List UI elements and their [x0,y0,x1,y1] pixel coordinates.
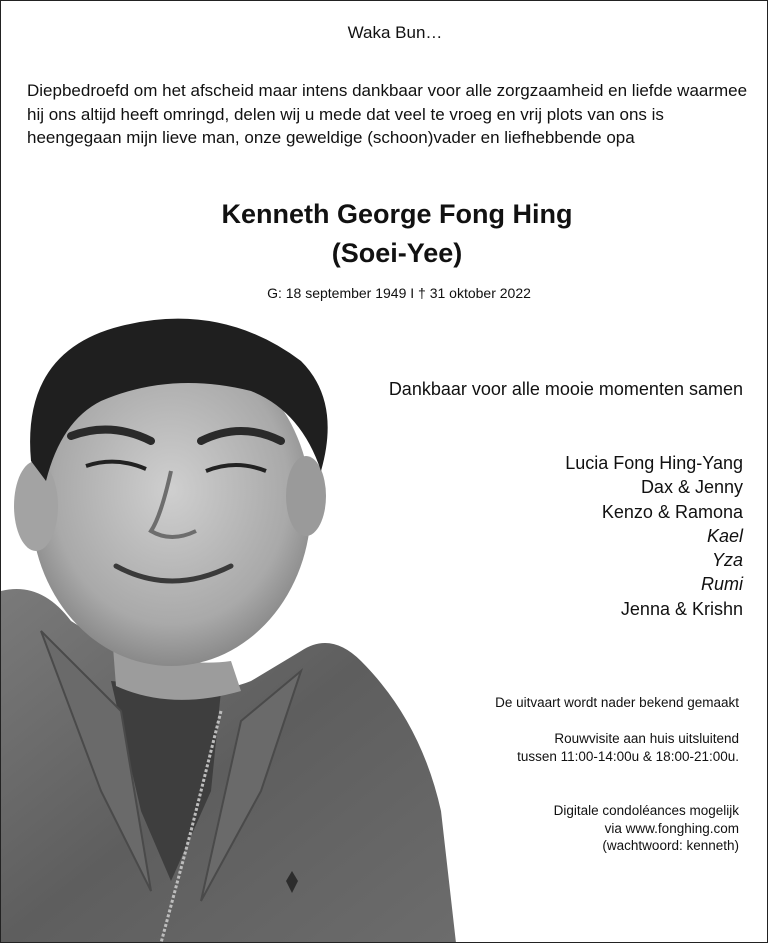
visit-info [517,730,739,765]
deceased-name: Kenneth George Fong Hing [221,199,573,229]
family-list [565,451,743,621]
family-member: Rumi [700,574,743,595]
family-member: Yza [711,550,743,571]
condolence-line-3: (wachtwoord: kenneth) [602,838,739,853]
family-member: Dax & Jenny [640,477,743,498]
family-member: Kael [706,525,743,546]
family-member: Lucia Fong Hing-Yang [565,453,743,473]
condolence-line-1: Digitale condoléances mogelijk [553,803,739,818]
thanks-line: Dankbaar voor alle mooie momenten samen [388,379,743,399]
visit-line-2: tussen 11:00-14:00u & 18:00-21:00u. [517,748,739,764]
condolence-info [554,802,739,855]
condolence-line-2: via www.fonghing.com [604,820,739,836]
intro-text: Waka Bun… [347,23,443,42]
visit-line-1: Rouwvisite aan huis uitsluitend [554,731,739,746]
funeral-note [495,694,739,712]
funeral-note-text: De uitvaart wordt nader bekend gemaakt [495,695,739,710]
deceased-nickname: (Soei-Yee) [331,238,463,268]
announcement-paragraph: Diepbedroefd om het afscheid maar intens dankbaar voor alle zorgzaamheid en liefde waarmee hij ons altijd heeft omringd, delen wij u mede dat veel te vroeg en vrij plots van ons is heengegaan mijn lieve man, onze geweldige (schoon)vader en liefhebbende opa [27,81,748,147]
life-dates: G: 18 september 1949 I † 31 oktober 2022 [267,285,531,301]
family-member: Kenzo & Ramona [601,501,743,522]
family-member: Jenna & Krishn [620,598,743,619]
